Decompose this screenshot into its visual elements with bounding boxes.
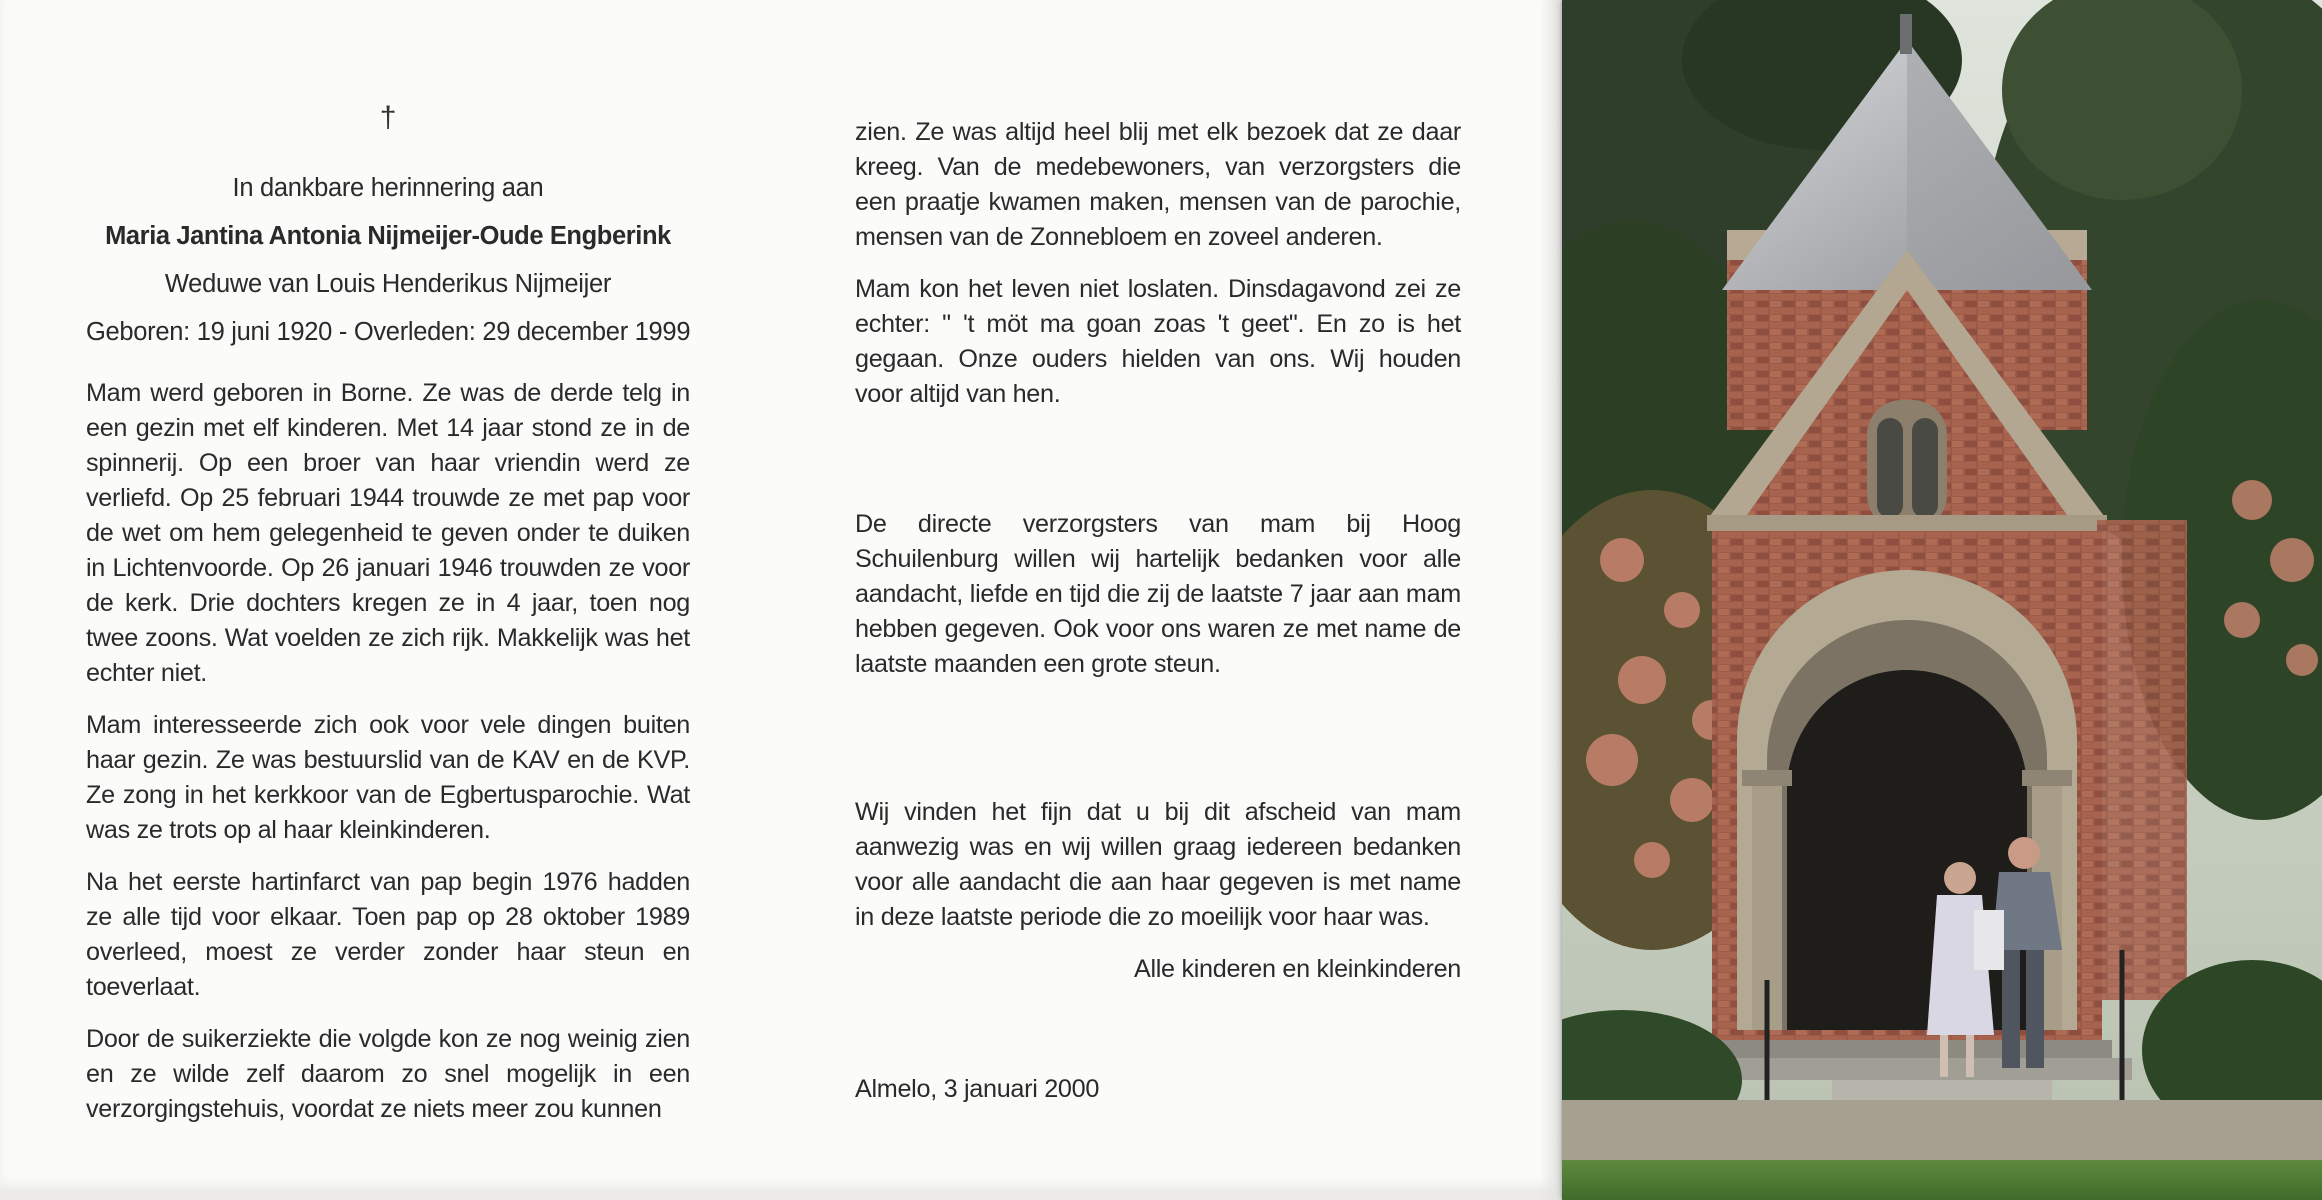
signature: Alle kinderen en kleinkinderen (1133, 955, 1461, 983)
chapel-photo (1562, 0, 2322, 1200)
right-column (855, 115, 1461, 1124)
general-thanks: Wij vinden het fijn dat u bij dit afscheid van mam aanwezig was en wij willen graag iedereen bedanken voor alle aandacht die aan haar gegeven is met name in deze laatste periode die zo moeilijk voor haar was. (855, 798, 1461, 931)
deceased-name: Maria Jantina Antonia Nijmeijer-Oude Engberink (105, 222, 671, 250)
widow-line: Weduwe van Louis Henderikus Nijmeijer (164, 270, 612, 298)
biography-paragraph: Mam werd geboren in Borne. Ze was de derde telg in een gezin met elf kinderen. Met 14 jaar stond ze in de spinnerij. Op een broer van haar vriendin werd ze verliefd. Op 25 februari 1944 trouwde ze met pap voor de wet om hem gelegenheid te geven onder te duiken in Lichtenvoorde. Op 26 januari 1946 trouwden ze voor de kerk. Drie dochters kregen ze in 4 jaar, toen nog twee zoons. Wat voelden ze zich rijk. Makkelijk was het echter niet. (86, 379, 690, 687)
biography-paragraph: Door de suikerziekte die volgde kon ze nog weinig zien en ze wilde zelf daarom zo snel mogelijk in een verzorgingstehuis, voordat ze niets meer zou kunnen (86, 1025, 690, 1123)
card-header (86, 100, 690, 356)
cross-symbol: † (379, 101, 397, 134)
intro-line: In dankbare herinnering aan (232, 174, 544, 202)
left-column (86, 100, 690, 1144)
biography-paragraph: zien. Ze was altijd heel blij met elk bezoek dat ze daar kreeg. Van de medebewoners, van verzorgsters die een praatje kwamen maken, mensen van de parochie, mensen van de Zonnebloem en zoveel anderen. (855, 118, 1461, 251)
biography-paragraph: Mam kon het leven niet loslaten. Dinsdagavond zei ze echter: " 't möt ma goan zoas 't geet". En zo is het gegaan. Onze ouders hielden van ons. Wij houden voor altijd van hen. (855, 275, 1461, 408)
caregivers-thanks: De directe verzorgsters van mam bij Hoog Schuilenburg willen wij hartelijk bedanken voor alle aandacht, liefde en tijd die zij de laatste 7 jaar aan mam hebben gegeven. Ook voor ons waren ze met name de laatste maanden een grote steun. (855, 510, 1461, 678)
biography-paragraph: Na het eerste hartinfarct van pap begin 1976 hadden ze alle tijd voor elkaar. Toen pap op 28 oktober 1989 overleed, moest ze verder zonder haar steun en toeverlaat. (86, 868, 690, 1001)
card-fold (1540, 0, 1558, 1200)
place-date: Almelo, 3 januari 2000 (855, 1075, 1100, 1103)
life-dates: Geboren: 19 juni 1920 - Overleden: 29 december 1999 (86, 318, 691, 346)
biography-paragraph: Mam interesseerde zich ook voor vele dingen buiten haar gezin. Ze was bestuurslid van de KAV en de KVP. Ze zong in het kerkkoor van de Egbertusparochie. Wat was ze trots op al haar kleinkinderen. (86, 711, 690, 844)
